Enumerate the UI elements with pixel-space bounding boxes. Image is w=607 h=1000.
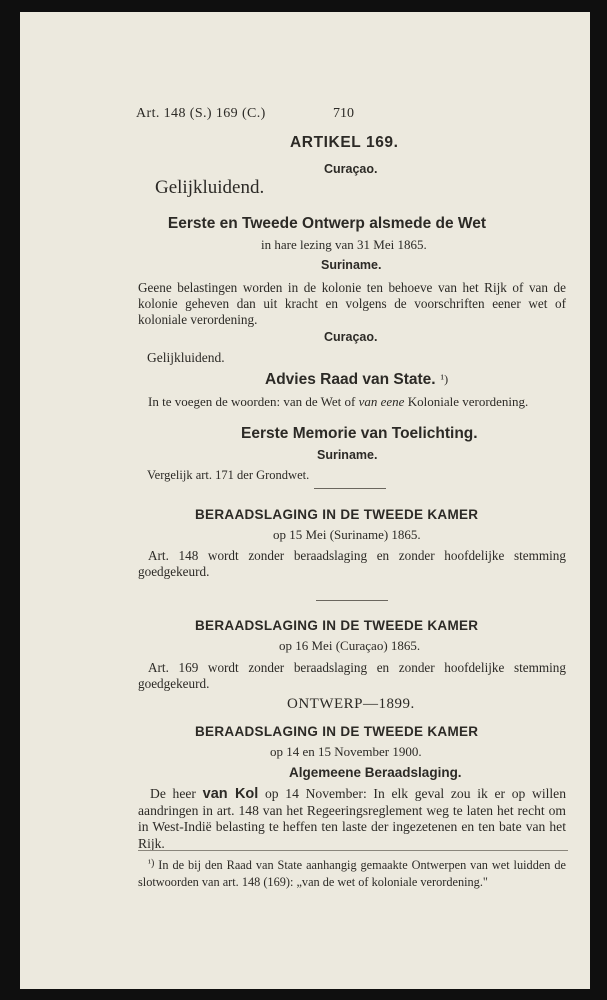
footnote bbox=[138, 858, 566, 889]
beraad3-date: op 14 en 15 November 1900. bbox=[270, 744, 422, 759]
beraad3-body-prefix: De heer bbox=[150, 786, 203, 801]
advies-heading-text: Advies Raad van State. bbox=[265, 371, 436, 388]
region-suriname-1: Suriname. bbox=[321, 258, 382, 272]
beraad2-date: op 16 Mei (Curaçao) 1865. bbox=[279, 638, 421, 653]
region-curacao-1: Curaçao. bbox=[324, 162, 378, 176]
memorie-body: Vergelijk art. 171 der Grondwet. bbox=[147, 468, 310, 482]
speaker-name: van Kol bbox=[202, 786, 259, 802]
page-number: 710 bbox=[333, 106, 354, 121]
ontwerp-heading bbox=[20, 215, 590, 233]
beraad1-body: Art. 148 wordt zonder beraadslaging en zonder hoofdelijke stemming goedgekeurd. bbox=[138, 548, 566, 579]
region-suriname-2: Suriname. bbox=[317, 448, 378, 462]
divider-1 bbox=[314, 488, 386, 489]
divider-2 bbox=[316, 600, 388, 601]
advies-heading bbox=[265, 370, 448, 389]
footnote-mark: ¹) bbox=[148, 858, 155, 869]
beraad1-date: op 15 Mei (Suriname) 1865. bbox=[273, 527, 421, 542]
ontwerp-1899-heading: ONTWERP—1899. bbox=[287, 696, 415, 712]
advies-footnote-ref: ¹) bbox=[440, 372, 449, 386]
ontwerp-heading-text: Eerste en Tweede Ontwerp alsmede de Wet bbox=[167, 215, 487, 232]
beraad3-subheading: Algemeene Beraadslaging. bbox=[289, 765, 462, 780]
advies-body bbox=[148, 394, 528, 410]
ontwerp-body: Geene belastingen worden in de kolonie ten behoeve van het Rijk of van de kolonie geheven dan uit kracht en volgens de voorschriften eener wet of koloniale verordening. bbox=[138, 280, 566, 327]
advies-body-suffix: Koloniale verordening. bbox=[404, 394, 529, 409]
advies-body-prefix: In te voegen de woorden: van de Wet of bbox=[148, 394, 359, 409]
beraad1-heading: BERAADSLAGING IN DE TWEEDE KAMER bbox=[195, 507, 479, 522]
beraad3-body-suffix: op 14 November: In elk geval zou ik er op willen aandringen in art. 148 van het Regeeringsreglement weg te laten het recht om in West-Indië belasting te heffen ten laste der ingezetenen en ten bate van het Rijk. bbox=[138, 786, 566, 851]
running-header-left: Art. 148 (S.) 169 (C.) bbox=[136, 106, 266, 121]
region-curacao-2: Curaçao. bbox=[324, 330, 378, 344]
gelijkluidend-large: Gelijkluidend. bbox=[155, 177, 265, 198]
advies-body-italic: van eene bbox=[358, 394, 405, 409]
beraad2-body: Art. 169 wordt zonder beraadslaging en zonder hoofdelijke stemming goedgekeurd. bbox=[138, 660, 566, 691]
ontwerp-subheading: in hare lezing van 31 Mei 1865. bbox=[261, 237, 427, 252]
beraad2-heading: BERAADSLAGING IN DE TWEEDE KAMER bbox=[195, 618, 479, 633]
beraad3-body bbox=[138, 786, 566, 852]
gelijkluidend-small: Gelijkluidend. bbox=[147, 350, 225, 365]
footnote-divider bbox=[138, 850, 568, 851]
memorie-heading: Eerste Memorie van Toelichting. bbox=[241, 425, 478, 442]
beraad3-heading: BERAADSLAGING IN DE TWEEDE KAMER bbox=[195, 724, 479, 739]
footnote-text: In de bij den Raad van State aanhangig gemaakte Ontwerpen van wet luidden de slotwoorden van art. 148 (169): „van de wet of koloniale verordening." bbox=[138, 858, 566, 889]
article-title: ARTIKEL 169. bbox=[290, 134, 399, 151]
document-page bbox=[20, 12, 590, 989]
